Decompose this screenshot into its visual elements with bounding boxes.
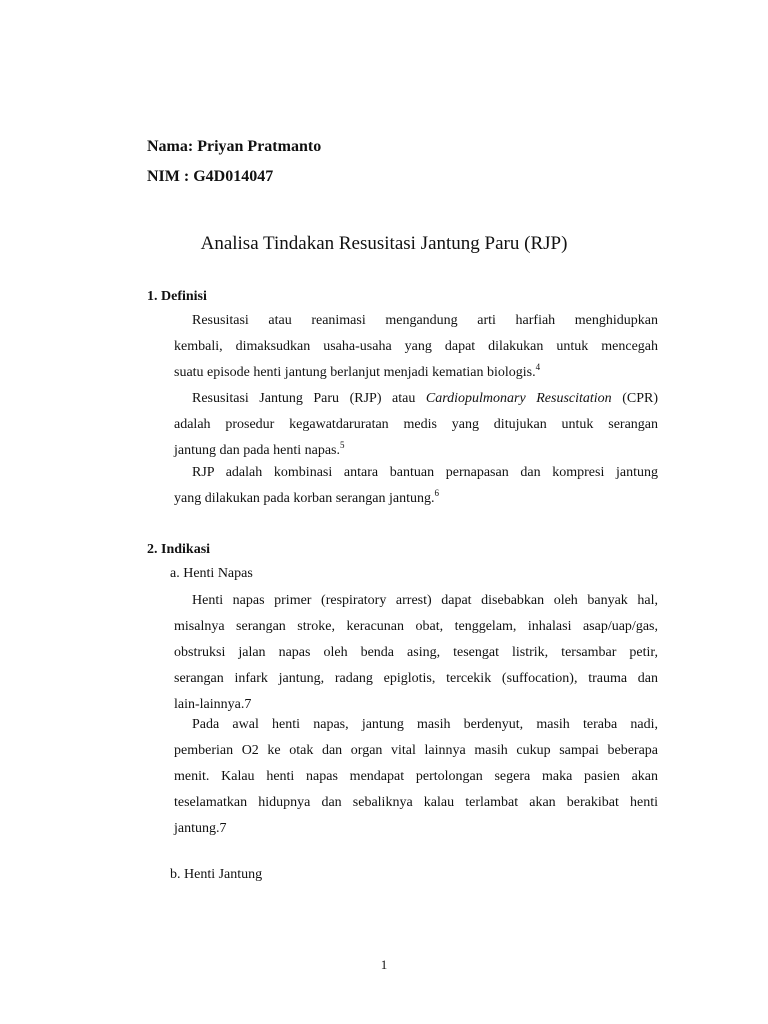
student-nim: NIM : G4D014047 bbox=[147, 168, 274, 185]
text-line: serangan infark jantung, radang epiglotis, tercekik (suffocation), trauma dan bbox=[174, 671, 658, 686]
student-name: Nama: Priyan Pratmanto bbox=[147, 138, 322, 155]
document-title: Analisa Tindakan Resusitasi Jantung Paru (RJP) bbox=[200, 233, 568, 254]
subsection-heading-henti-jantung: b. Henti Jantung bbox=[170, 867, 263, 882]
text-segment: jantung dan pada henti napas. bbox=[174, 443, 341, 458]
section-heading-indikasi: 2. Indikasi bbox=[147, 542, 211, 557]
text-line: pemberian O2 ke otak dan organ vital lainnya masih cukup sampai beberapa bbox=[174, 743, 658, 758]
text-line: adalah prosedur kegawatdaruratan medis yang ditujukan untuk serangan bbox=[174, 417, 658, 432]
text-line: lain-lainnya.7 bbox=[174, 697, 252, 712]
text-line: jantung.7 bbox=[174, 821, 227, 836]
paragraph-henti-napas-2 bbox=[174, 712, 658, 842]
paragraph-henti-napas-1 bbox=[174, 588, 658, 718]
paragraph-definisi-2 bbox=[174, 386, 658, 464]
paragraph-definisi-3 bbox=[174, 460, 658, 512]
text-line bbox=[174, 486, 658, 512]
italic-term: Cardiopulmonary Resuscitation bbox=[425, 391, 612, 406]
section-heading-definisi: 1. Definisi bbox=[147, 289, 207, 304]
text-segment: (CPR) bbox=[611, 391, 658, 406]
text-line: RJP adalah kombinasi antara bantuan pernapasan dan kompresi jantung bbox=[192, 465, 658, 480]
page-number: 1 bbox=[380, 957, 388, 972]
reference-superscript: 4 bbox=[535, 362, 541, 372]
subsection-heading-henti-napas: a. Henti Napas bbox=[170, 566, 253, 581]
text-segment: suatu episode henti jantung berlanjut menjadi kematian biologis. bbox=[174, 365, 536, 380]
text-segment: Resusitasi Jantung Paru (RJP) atau bbox=[192, 391, 426, 406]
text-line bbox=[174, 386, 658, 412]
text-line bbox=[174, 360, 658, 386]
text-line: kembali, dimaksudkan usaha-usaha yang dapat dilakukan untuk mencegah bbox=[174, 339, 658, 354]
text-line: obstruksi jalan napas oleh benda asing, tesengat listrik, tersambar petir, bbox=[174, 645, 658, 660]
reference-superscript: 6 bbox=[434, 488, 439, 498]
text-line: menit. Kalau henti napas mendapat pertolongan segera maka pasien akan bbox=[174, 769, 658, 784]
text-line: Pada awal henti napas, jantung masih berdenyut, masih teraba nadi, bbox=[192, 717, 658, 732]
paragraph-definisi-1 bbox=[174, 308, 658, 386]
text-line: Resusitasi atau reanimasi mengandung arti harfiah menghidupkan bbox=[192, 313, 658, 328]
text-line: misalnya serangan stroke, keracunan obat, tenggelam, inhalasi asap/uap/gas, bbox=[174, 619, 658, 634]
text-segment: yang dilakukan pada korban serangan jantung. bbox=[174, 491, 435, 506]
reference-superscript: 5 bbox=[340, 440, 345, 450]
text-line: teselamatkan hidupnya dan sebaliknya kalau terlambat akan berakibat henti bbox=[174, 795, 658, 810]
text-line: Henti napas primer (respiratory arrest) dapat disebabkan oleh banyak hal, bbox=[192, 593, 658, 608]
